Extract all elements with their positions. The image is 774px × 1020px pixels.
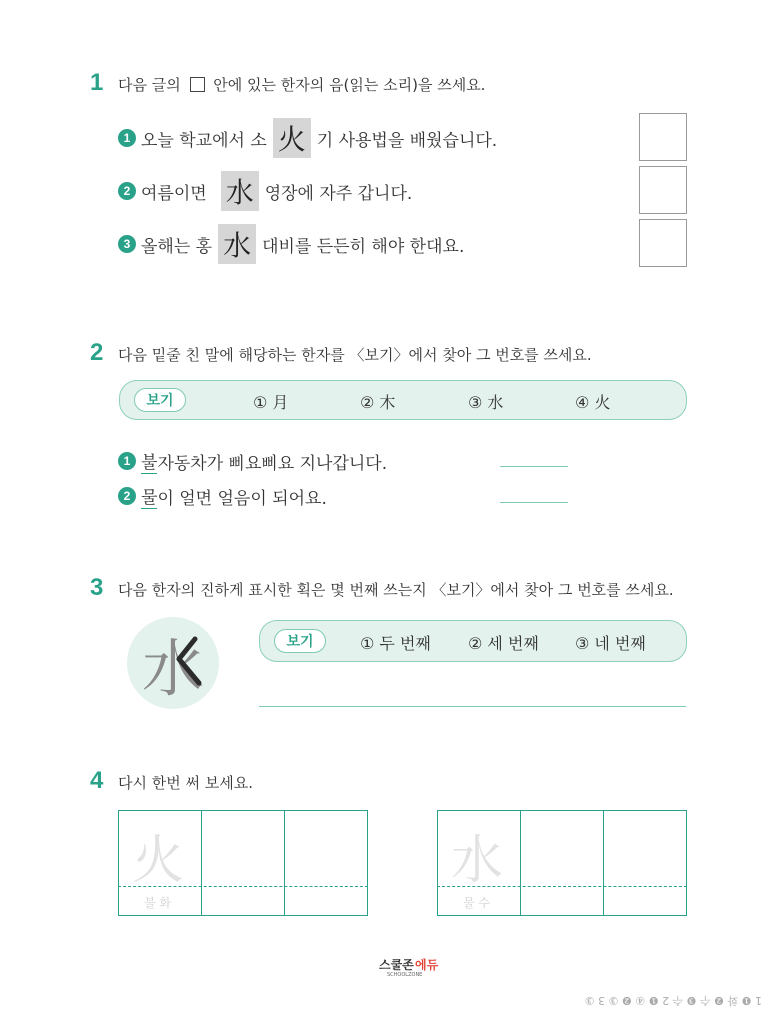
q1-item-3	[118, 224, 464, 264]
q3-bogi-box	[259, 620, 687, 662]
item-number-badge: 2	[118, 182, 136, 200]
q1-answer-box-3[interactable]	[639, 219, 687, 267]
q3-bogi-label: 보기	[274, 629, 326, 653]
q2-option-3: ③ 水	[468, 393, 504, 412]
question-4-number: 4	[90, 767, 104, 794]
q1-item-2-before: 여름이면	[141, 183, 207, 204]
q1-item-1-hanja: 火	[273, 118, 311, 158]
q1-item-3-after: 대비를 든든히 해야 한대요.	[262, 236, 465, 257]
q3-hanja-circle	[127, 617, 219, 709]
q2-item-2-underlined: 물	[141, 483, 157, 509]
q1-item-3-hanja: 水	[218, 224, 256, 264]
question-3-prompt: 다음 한자의 진하게 표시한 획은 몇 번째 쓰는지 〈보기〉에서 찾아 그 번호를 쓰세요.	[118, 581, 674, 599]
q2-answer-line-2[interactable]	[500, 502, 568, 503]
logo-accent-text: 에듀	[415, 958, 439, 972]
q2-item-2-rest: 이 얼면 얼음이 되어요.	[157, 488, 327, 509]
q1-item-2-after: 영장에 자주 갑니다.	[264, 183, 413, 204]
q2-item-1-rest: 자동차가 삐요삐요 지나갑니다.	[157, 453, 388, 474]
q1-item-1-before: 오늘 학교에서 소	[141, 130, 267, 151]
q2-answer-line-1[interactable]	[500, 466, 568, 467]
blank-box-symbol	[190, 77, 205, 92]
q1-answer-box-2[interactable]	[639, 166, 687, 214]
guide-reading-fire: 불 화	[144, 896, 171, 910]
item-number-badge: 2	[118, 487, 136, 505]
q1-item-1-after: 기 사용법을 배웠습니다.	[316, 130, 498, 151]
item-number-badge: 1	[118, 452, 136, 470]
writing-cell[interactable]	[201, 810, 285, 916]
writing-grid-water	[437, 810, 687, 916]
guide-hanja-fire: 火	[132, 831, 185, 891]
upside-down-answer-key: 1 ❶ 화 ❷ 수 ❸ 수 2 ❶ ④ ❷ ③ 3 ③	[584, 994, 762, 1007]
q2-bogi-label: 보기	[134, 388, 186, 412]
question-1-prompt	[118, 74, 485, 95]
q1-item-2	[118, 171, 412, 211]
writing-cell[interactable]	[284, 810, 368, 916]
guide-hanja-water: 水	[451, 831, 504, 891]
question-2-prompt: 다음 밑줄 친 말에 해당하는 한자를 〈보기〉에서 찾아 그 번호를 쓰세요.	[118, 346, 592, 364]
q1-item-1	[118, 118, 497, 158]
q2-item-1	[118, 448, 387, 474]
q1-item-2-hanja: 水	[221, 171, 259, 211]
question-1-prompt-a: 다음 글의	[118, 76, 181, 94]
schoolzone-logo	[355, 956, 445, 982]
q1-item-3-before: 올해는 홍	[141, 236, 213, 257]
item-number-badge: 1	[118, 129, 136, 147]
q2-bogi-box	[119, 380, 687, 420]
q2-option-4: ④ 火	[575, 393, 611, 412]
guide-reading-water: 물 수	[463, 896, 490, 910]
q3-answer-line[interactable]	[259, 706, 686, 707]
q3-option-1: ① 두 번째	[360, 634, 431, 653]
logo-sub-text: SCHOOLZONE	[387, 972, 423, 978]
q2-option-1: ① 月	[253, 393, 289, 412]
writing-cell[interactable]	[603, 810, 687, 916]
question-2-number: 2	[90, 339, 104, 366]
q2-option-2: ② 木	[360, 393, 396, 412]
q3-option-2: ② 세 번째	[468, 634, 539, 653]
question-4-prompt: 다시 한번 써 보세요.	[118, 774, 253, 792]
item-number-badge: 3	[118, 235, 136, 253]
question-1-number: 1	[90, 69, 104, 96]
writing-grid-fire	[118, 810, 368, 916]
question-1-prompt-b: 안에 있는 한자의 음(읽는 소리)을 쓰세요.	[213, 76, 486, 94]
q3-option-3: ③ 네 번째	[575, 634, 646, 653]
writing-cell[interactable]	[520, 810, 604, 916]
question-3-number: 3	[90, 574, 104, 601]
q3-hanja: 水	[141, 631, 204, 705]
q1-answer-box-1[interactable]	[639, 113, 687, 161]
q3-highlighted-stroke	[127, 617, 219, 709]
logo-main-text: 스쿨존	[379, 958, 414, 972]
q2-item-2	[118, 483, 327, 509]
q2-item-1-underlined: 불	[141, 448, 157, 474]
